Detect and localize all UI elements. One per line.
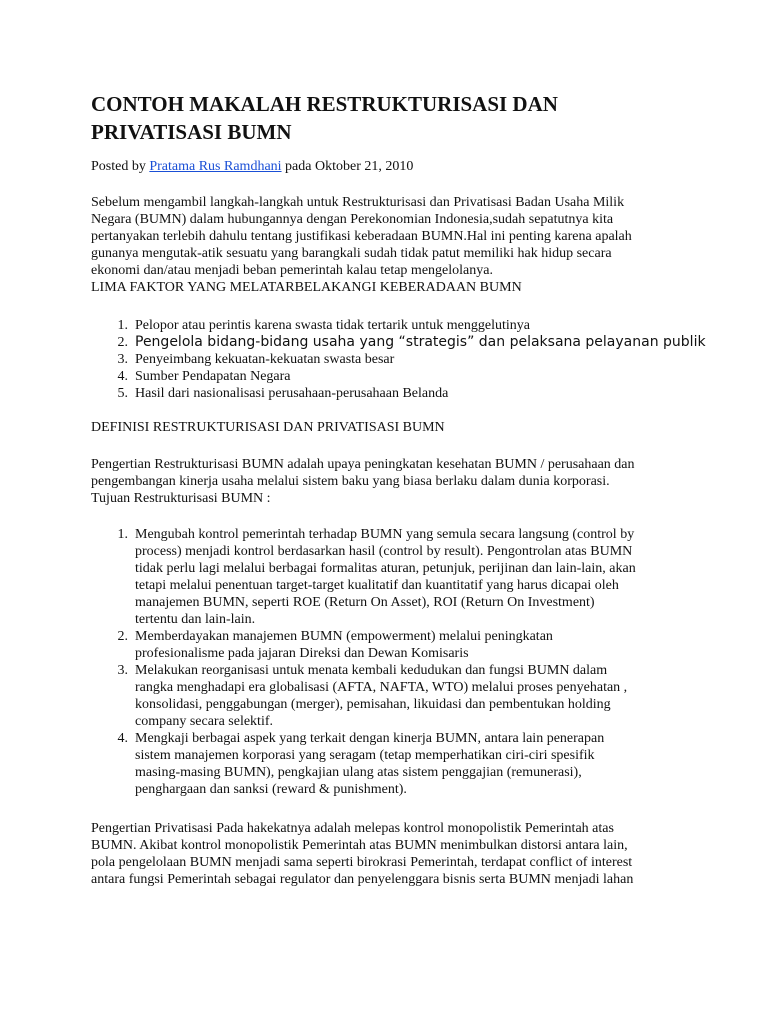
- goals-list: [100, 526, 700, 798]
- list-item-line: manajemen BUMN, seperti ROE (Return On Asset), ROI (Return On Investment): [135, 595, 595, 610]
- list-number: 4.: [117, 369, 128, 384]
- list-item: [100, 334, 706, 351]
- intro-line: pertanyakan terlebih dahulu tentang justifikasi keberadaan BUMN.Hal ini penting karena apalah: [91, 229, 632, 244]
- factors-heading: LIMA FAKTOR YANG MELATARBELAKANGI KEBERADAAN BUMN: [91, 280, 522, 295]
- list-number: 1.: [117, 318, 128, 333]
- list-item-line: sistem manajemen korporasi yang seragam (tetap memperhatikan ciri-ciri spesifik: [135, 748, 595, 763]
- list-number: 2.: [117, 335, 128, 350]
- factors-list: [100, 317, 706, 402]
- list-item: [100, 317, 700, 334]
- list-item-text: Hasil dari nasionalisasi perusahaan-perusahaan Belanda: [135, 386, 449, 401]
- list-item-line: tertentu dan lain-lain.: [135, 612, 256, 627]
- list-item-line: company secara selektif.: [135, 714, 273, 729]
- intro-line: Negara (BUMN) dalam hubungannya dengan Perekonomian Indonesia,sudah sepatutnya kita: [91, 212, 614, 227]
- list-item-line: process) menjadi kontrol berdasarkan hasil (control by result). Pengontrolan atas BUMN: [135, 544, 633, 559]
- intro-line: gunanya mengutak-atik sesuatu yang barangkali sudah tidak patut memiliki hak hidup secara: [91, 246, 612, 261]
- list-item: [100, 385, 700, 402]
- paragraph-line: Pengertian Privatisasi Pada hakekatnya adalah melepas kontrol monopolistik Pemerintah atas: [91, 821, 614, 836]
- list-item-line: tetapi melalui penentuan target-target kualitatif dan kuantitatif yang harus dicapai oleh: [135, 578, 619, 593]
- list-item: [100, 351, 700, 368]
- list-number: 1.: [117, 527, 128, 542]
- byline: [91, 158, 413, 176]
- author-link[interactable]: Pratama Rus Ramdhani: [149, 159, 282, 174]
- list-item-line: konsolidasi, penggabungan (merger), pemisahan, likuidasi dan pembentukan holding: [135, 697, 611, 712]
- list-item-line: rangka menghadapi era globalisasi (AFTA, NAFTA, WTO) melalui proses penyehatan ,: [135, 680, 628, 695]
- paragraph-line: pengembangan kinerja usaha melalui sistem baku yang biasa berlaku dalam dunia korporasi.: [91, 474, 610, 489]
- list-item: [100, 368, 700, 385]
- list-item: [100, 662, 700, 730]
- paragraph-line: pola pengelolaan BUMN menjadi sama seperti birokrasi Pemerintah, terdapat conflict of interest: [91, 855, 633, 870]
- list-number: 4.: [117, 731, 128, 746]
- list-item-text: Pengelola bidang-bidang usaha yang “strategis” dan pelaksana pelayanan publik: [135, 334, 706, 350]
- list-item-text: Pelopor atau perintis karena swasta tidak tertarik untuk menggelutinya: [135, 318, 530, 333]
- list-number: 3.: [117, 352, 128, 367]
- list-item-text: Sumber Pendapatan Negara: [135, 369, 291, 384]
- list-item-line: profesionalisme pada jajaran Direksi dan Dewan Komisaris: [135, 646, 469, 661]
- restructuring-paragraph: [91, 456, 691, 507]
- intro-line: ekonomi dan/atau menjadi beban pemerintah kalau tetap mengelolanya.: [91, 263, 493, 278]
- byline-date: pada Oktober 21, 2010: [281, 159, 414, 174]
- privatization-paragraph: [91, 820, 691, 888]
- intro-line: Sebelum mengambil langkah-langkah untuk Restrukturisasi dan Privatisasi Badan Usaha Milik: [91, 195, 625, 210]
- paragraph-line: BUMN. Akibat kontrol monopolistik Pemerintah atas BUMN menimbulkan distorsi antara lain,: [91, 838, 628, 853]
- paragraph-line: Pengertian Restrukturisasi BUMN adalah upaya peningkatan kesehatan BUMN / perusahaan dan: [91, 457, 635, 472]
- list-number: 5.: [117, 386, 128, 401]
- list-item-line: Mengubah kontrol pemerintah terhadap BUMN yang semula secara langsung (control by: [135, 527, 635, 542]
- list-item-line: tidak perlu lagi melalui berbagai formalitas aturan, petunjuk, perijinan dan lain-lain, akan: [135, 561, 636, 576]
- page-title: [91, 90, 691, 146]
- list-number: 3.: [117, 663, 128, 678]
- title-line-2: PRIVATISASI BUMN: [91, 120, 292, 144]
- list-item: [100, 730, 700, 798]
- section-heading: DEFINISI RESTRUKTURISASI DAN PRIVATISASI BUMN: [91, 420, 445, 435]
- title-line-1: CONTOH MAKALAH RESTRUKTURISASI DAN: [91, 92, 558, 116]
- byline-prefix: Posted by: [91, 159, 150, 174]
- list-item: [100, 628, 700, 662]
- list-item-line: Melakukan reorganisasi untuk menata kembali kedudukan dan fungsi BUMN dalam: [135, 663, 608, 678]
- list-item: [100, 526, 700, 628]
- list-item-text: Penyeimbang kekuatan-kekuatan swasta besar: [135, 352, 395, 367]
- intro-paragraph: [91, 194, 691, 296]
- list-item-line: masing-masing BUMN), pengkajian ulang atas sistem penggajian (remunerasi),: [135, 765, 582, 780]
- list-number: 2.: [117, 629, 128, 644]
- list-item-line: Memberdayakan manajemen BUMN (empowerment) melalui peningkatan: [135, 629, 553, 644]
- paragraph-line: antara fungsi Pemerintah sebagai regulator dan penyelenggara bisnis serta BUMN menjadi lahan: [91, 872, 634, 887]
- list-item-line: penghargaan dan sanksi (reward & punishment).: [135, 782, 407, 797]
- paragraph-line: Tujuan Restrukturisasi BUMN :: [91, 491, 271, 506]
- list-item-line: Mengkaji berbagai aspek yang terkait dengan kinerja BUMN, antara lain penerapan: [135, 731, 605, 746]
- definition-heading: [91, 419, 691, 436]
